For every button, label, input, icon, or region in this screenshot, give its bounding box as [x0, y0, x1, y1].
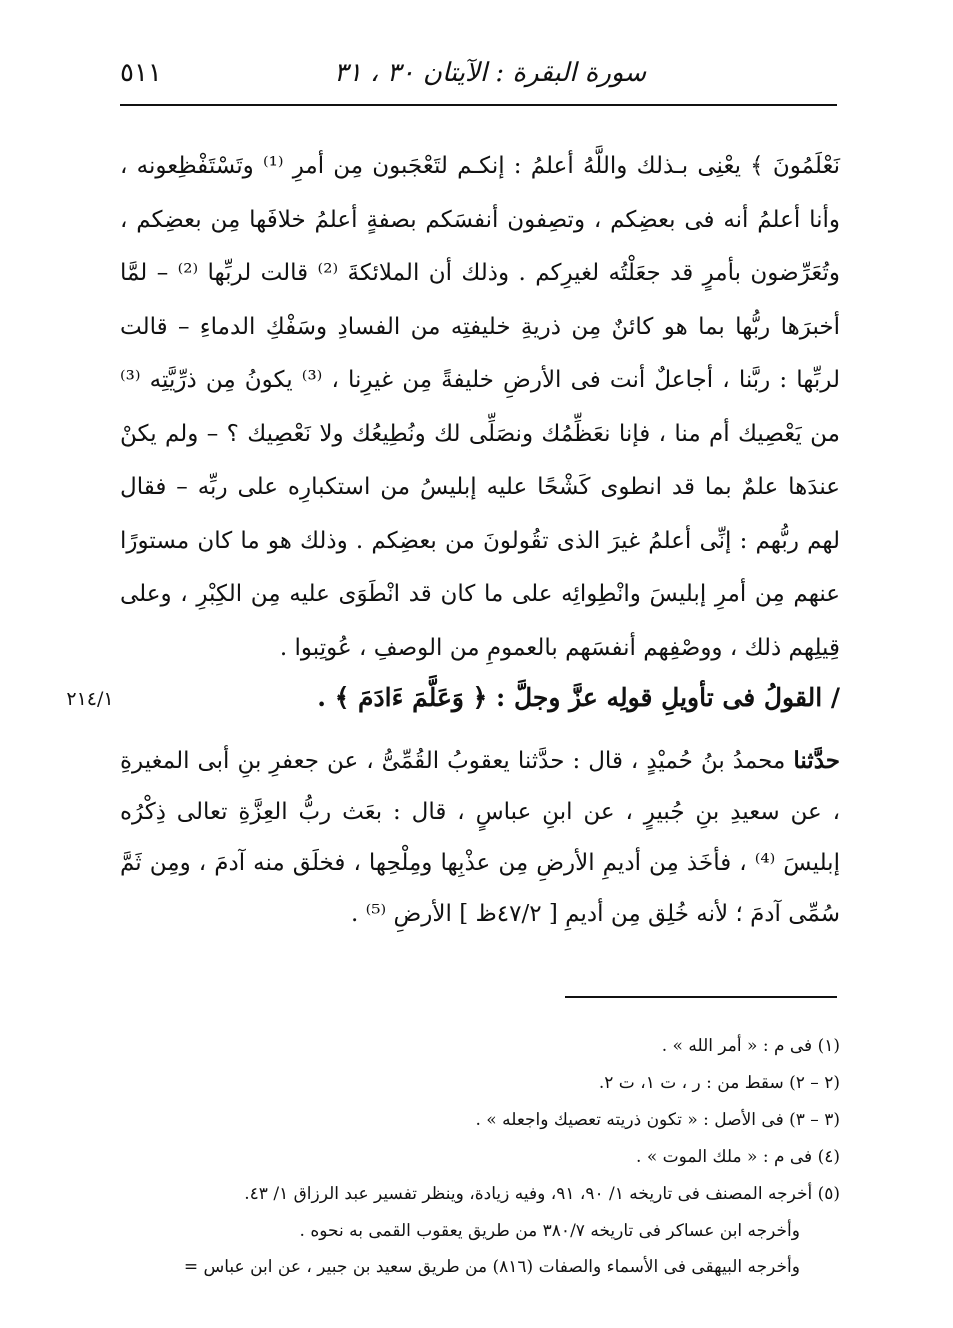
- footnote-1: (١) فى م : « أمر الله » .: [661, 1036, 840, 1056]
- hadith-narration: [120, 735, 840, 940]
- header-rule: [120, 104, 837, 106]
- margin-page-reference: ٢١٤/١: [66, 688, 114, 710]
- chapter-heading: / القولُ فى تأويلِ قولِه عزَّ وجلَّ : ﴿ وَعَلَّمَ ءَادَمَ ﴾ .: [317, 683, 840, 712]
- hadith-paragraph: [120, 735, 840, 940]
- commentary-text: نَعْلَمُونَ ﴾ يعْنِى بـذلك واللَّهُ أعلمُ : إنكـم لتَعْجَبون مِن أمرِ ⁽¹⁾ وتَسْتَفْظِعونه ، وأنا أعلمُ أنه فى بعضِكم ، وتصِفون أنفسَكم بصفةٍ أعلمُ خلافَها مِن بعضِكم ، وتُعَرِّضون بأمرٍ قد جعَلْتُه لغيرِكم . وذلك أن الملائكةَ ⁽²⁾ قالت لربِّها ⁽²⁾ – لمَّا أخبرَها ربُّها بما هو كائنٌ مِن ذريةِ خليفتِه من الفسادِ وسَفْكِ الدماءِ – قالت لربِّها : ربَّنا ، أجاعلٌ أنت فى الأرضِ خليفةً مِن غيرِنا ، ⁽³⁾ يكونُ مِن ذرِّيَّتِه ⁽³⁾ من يَعْصِيك أم منا ، فإنا نعَظِّمُك ونصَلِّى لك ونُطِيعُك ولا نَعْصِيك ؟ – ولم يكنْ عندَها علمٌ بما قد انطوى كَشْحًا عليه إبليسُ من استكبارِه على ربِّه – فقال لهم ربُّهم : إنِّى أعلمُ غيرَ الذى تقُولونَ من بعضِكم . وذلك هو ما كان مستورًا عنهم مِن أمرِ إبليسَ وانْطِوائِه على ما كان قد انْطَوَى عليه مِن الكِبْرِ ، وعلى قِيلِهم ذلك ، ووصْفِهم أنفسَهم بالعمومِ من الوصفِ ، عُوتِبوا .: [120, 153, 841, 661]
- hadith-lead-word: حدَّثنا: [793, 747, 840, 774]
- footnotes: [120, 1028, 840, 1285]
- commentary-paragraph: [120, 140, 840, 675]
- running-head: سورة البقرة : الآيتان ٣٠ ، ٣١: [333, 58, 647, 88]
- footnote-5-continuation-1: وأخرجه ابن عساكر فى تاريخه ٣٨٠/٧ من طريق يعقوب القمى به نحوه .: [299, 1221, 800, 1241]
- footnote-2: (٢ – ٢) سقط من : ر ، ت ١، ت ٢.: [598, 1073, 840, 1093]
- footnote-rule: [565, 996, 837, 998]
- footnote-3: (٣ – ٣) فى الأصل : « تكون ذريته تعصيك واجعله » .: [475, 1110, 840, 1130]
- footnote-5: (٥) أخرجه المصنف فى تاريخه ١/ ٩٠، ٩١، وفيه زيادة، وينظر تفسير عبد الرزاق ١/ ٤٣.: [244, 1184, 840, 1204]
- footnote-4: (٤) فى م : « ملك الموت » .: [636, 1147, 840, 1167]
- footnote-5-continuation-2: وأخرجه البيهقى فى الأسماء والصفات (٨١٦) من طريق سعيد بن جبير ، عن ابن عباس =: [183, 1257, 800, 1277]
- hadith-text: محمدُ بنُ حُميْدٍ ، قال : حدَّثنا يعقوبُ القُمِّىُّ ، عن جعفرِ بنِ أبى المغيرةِ ، عن سعيدِ بنِ جُبيرٍ ، عن ابنِ عباسٍ ، قال : بعَث ربُّ العِزَّةِ تعالى ذِكْرُه إبليسَ ⁽⁴⁾ ، فأخَذ مِن أديمِ الأرضِ مِن عذْبِها ومِلْحِها ، فخلَق منه آدمَ ، ومِن ثَمَّ سُمِّى آدمَ ؛ لأنه خُلِق مِن أديمِ [ ٤٧/٢ظ ] الأرضِ ⁽⁵⁾ .: [120, 748, 840, 927]
- page-number: ٥١١: [120, 58, 162, 88]
